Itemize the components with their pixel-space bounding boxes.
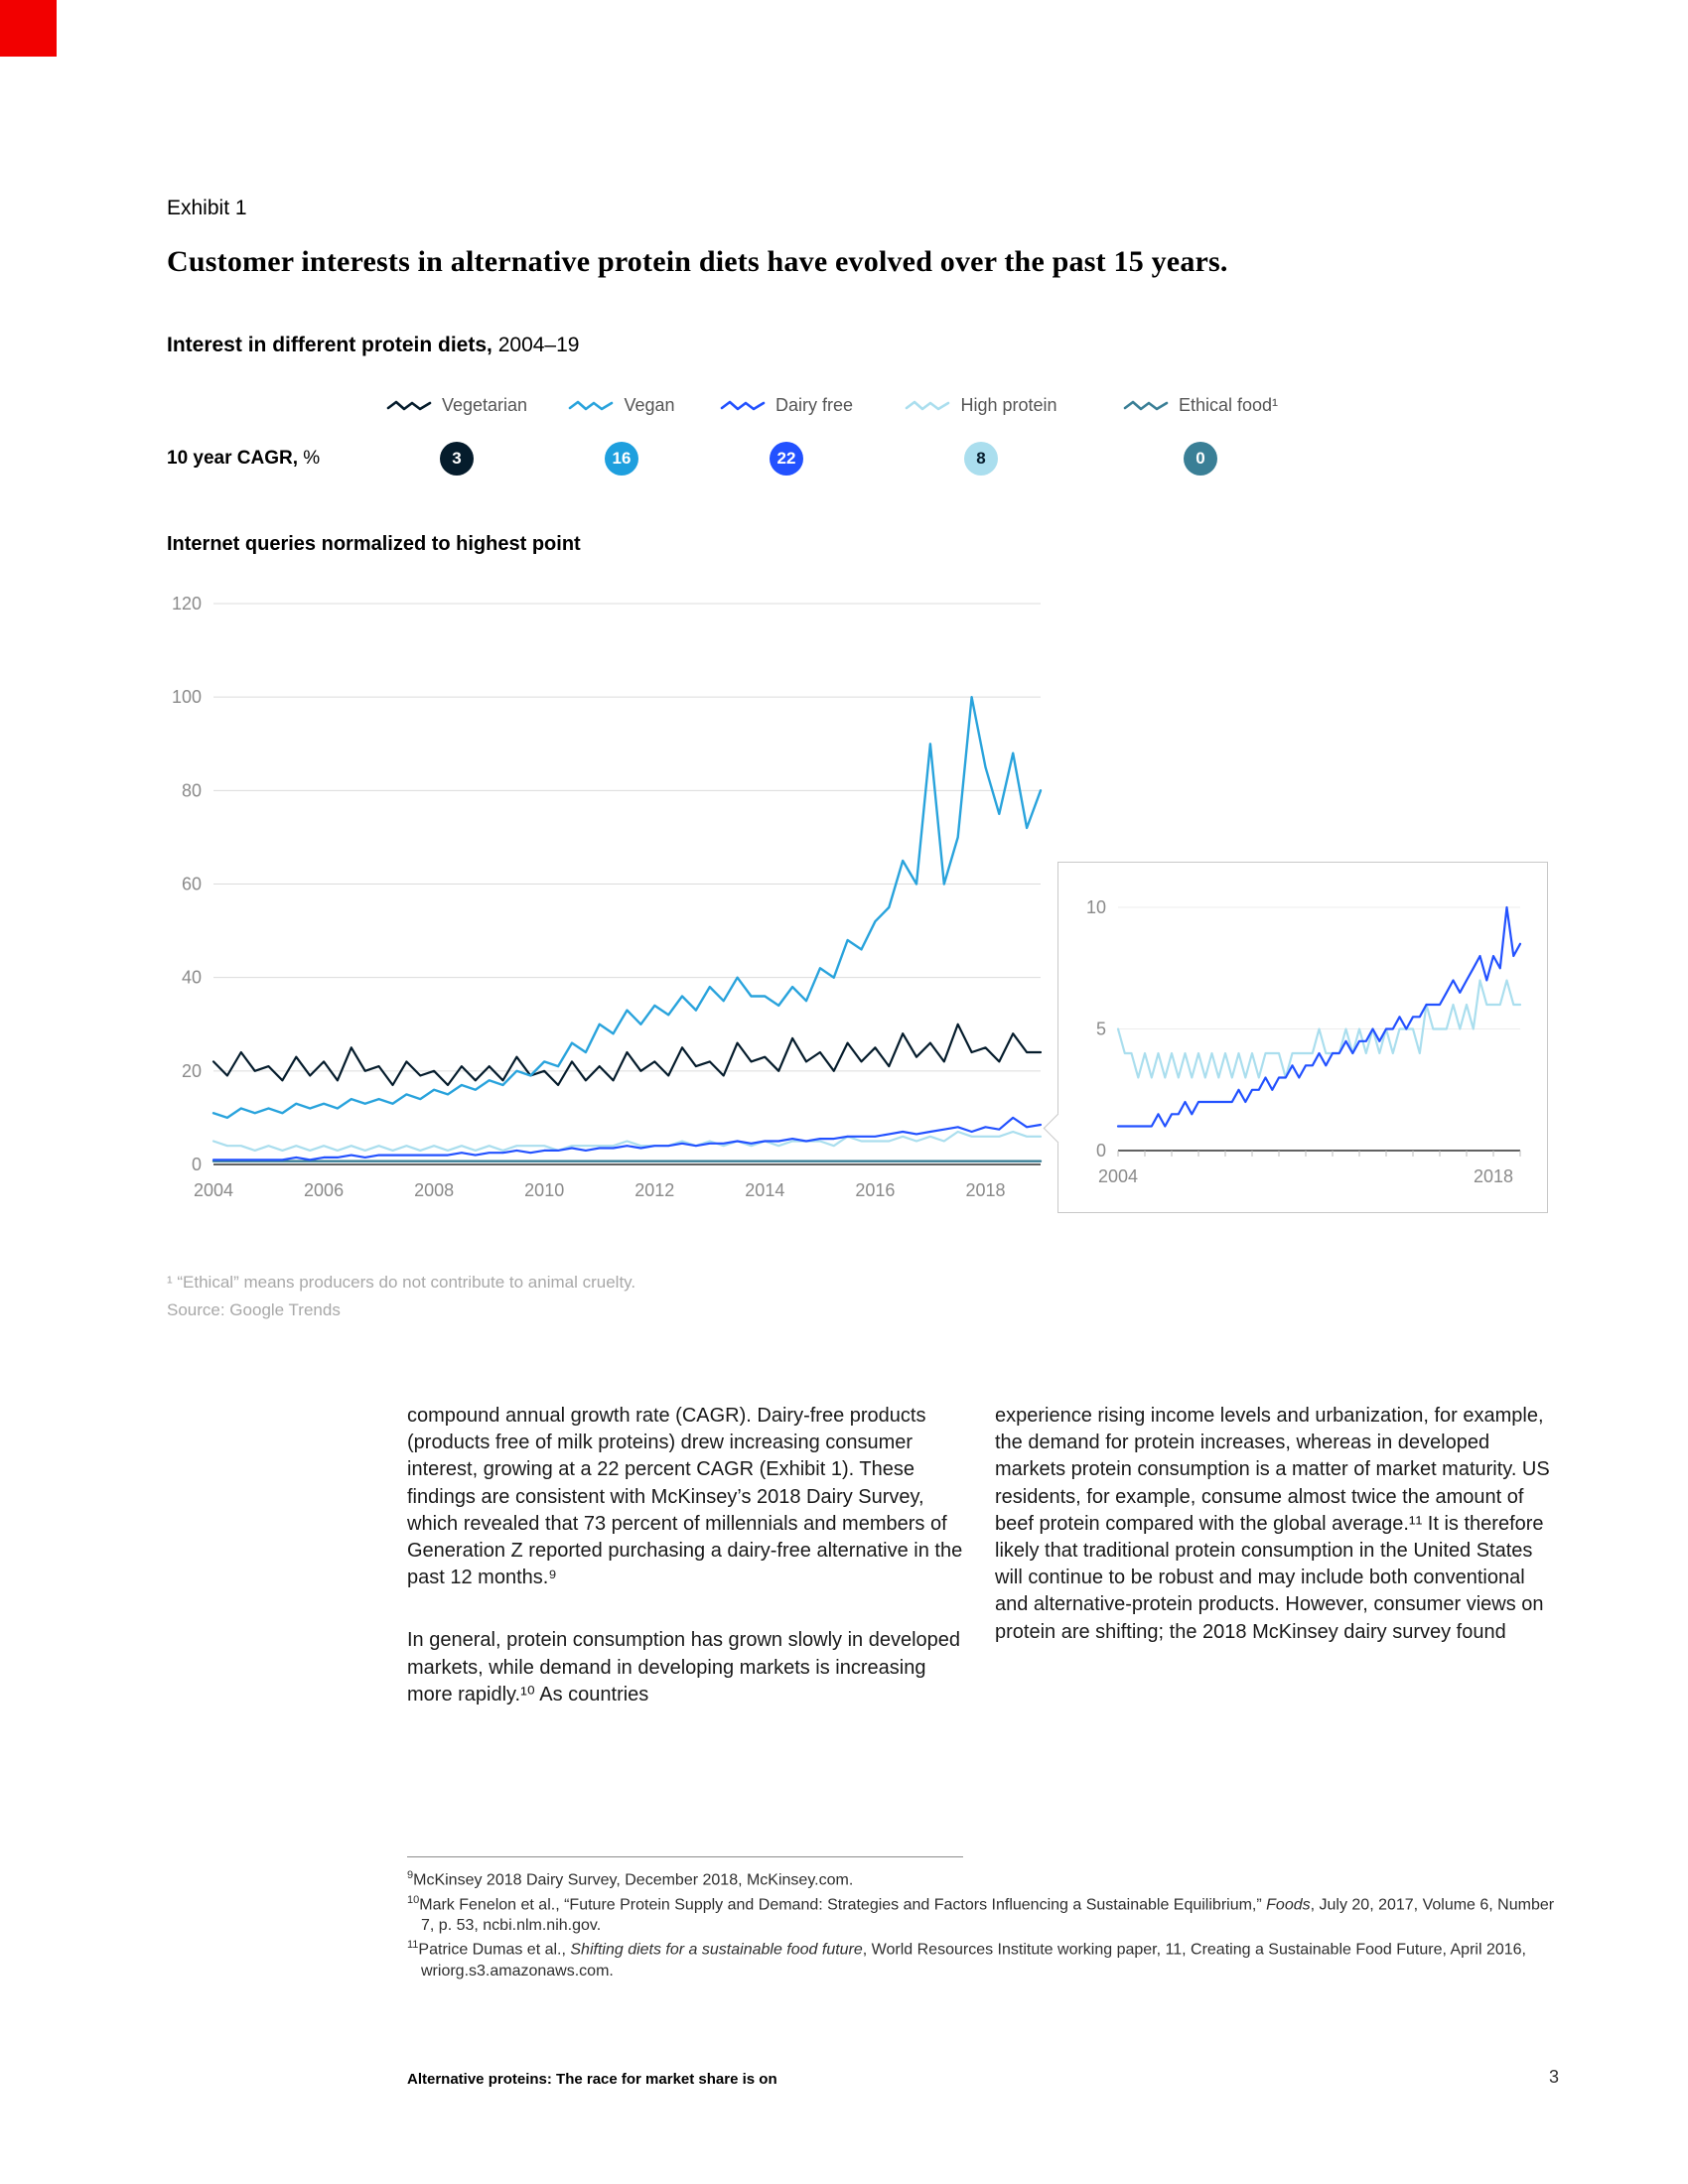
legend-label: Vegan (624, 395, 675, 415)
footnote-italic: Foods (1266, 1895, 1311, 1913)
cagr-row-label (167, 448, 348, 470)
legend-label: Dairy free (774, 395, 854, 415)
svg-text:80: 80 (181, 780, 202, 801)
svg-text:100: 100 (171, 687, 202, 708)
cagr-badge-high-protein: 8 (964, 442, 998, 476)
cagr-badge-vegetarian: 3 (440, 442, 474, 476)
svg-text:0: 0 (191, 1155, 202, 1174)
svg-text:5: 5 (1095, 1019, 1106, 1039)
ethical-food-line-icon (1123, 398, 1169, 414)
footnote-text: Mark Fenelon et al., “Future Protein Supply and Demand: Strategies and Factors Influencing a Sustainable Equilibrium,” (419, 1895, 1267, 1913)
chart-subtitle (167, 334, 579, 357)
svg-text:20: 20 (181, 1060, 202, 1081)
svg-text:2006: 2006 (304, 1180, 345, 1200)
dairy-free-line-icon (720, 398, 766, 414)
legend-label: High protein (960, 395, 1057, 415)
brand-square (0, 0, 57, 57)
footnote-number: 11 (407, 1939, 419, 1952)
body-column-right (995, 1403, 1559, 1682)
cagr-badge-vegan: 16 (605, 442, 638, 476)
footnote-divider (407, 1856, 963, 1857)
footnote-italic: Shifting diets for a sustainable food future (570, 1941, 863, 1959)
footnote-number: 10 (407, 1893, 420, 1906)
svg-text:2012: 2012 (634, 1180, 675, 1200)
vegetarian-line-icon (386, 398, 432, 414)
svg-text:2016: 2016 (855, 1180, 896, 1200)
footnote-number: 9 (407, 1869, 414, 1881)
legend-item-vegetarian (348, 395, 566, 416)
series-line-vegetarian (213, 1024, 1041, 1085)
legend-item-high-protein (896, 395, 1066, 416)
page-number: 3 (1548, 2067, 1559, 2087)
legend-and-cagr (167, 395, 1335, 476)
chart-footnotes (167, 1269, 635, 1324)
svg-text:2004: 2004 (1097, 1166, 1139, 1186)
source-line: Source: Google Trends (167, 1300, 341, 1320)
svg-text:10: 10 (1085, 897, 1106, 917)
chart-subtitle-bold: Interest in different protein diets, (167, 334, 492, 356)
svg-text:40: 40 (181, 967, 202, 988)
svg-text:0: 0 (1095, 1141, 1106, 1160)
svg-text:60: 60 (181, 874, 202, 894)
footnote-text: Patrice Dumas et al., (418, 1941, 571, 1959)
footnote-text: , July 20, 2017, Volume 6, Number 7, p. 53, ncbi.nlm.nih.gov. (421, 1895, 1555, 1935)
body-paragraph: compound annual growth rate (CAGR). Dairy-free products (products free of milk proteins) drew increasing consumer interest, growing at a 22 percent CAGR (Exhibit 1). These findings are consistent with McKinsey’s 2018 Dairy Survey, which revealed that 73 percent of millennials and members of Generation Z reported purchasing a dairy-free alternative in the past 12 months.⁹ (407, 1405, 963, 1589)
body-column-left (407, 1403, 963, 1744)
cagr-badge-ethical-food: 0 (1184, 442, 1217, 476)
legend-item-ethical-food (1066, 395, 1335, 416)
svg-text:2018: 2018 (1473, 1166, 1514, 1186)
series-line-dairy-free (213, 1118, 1041, 1160)
svg-text:2010: 2010 (524, 1180, 565, 1200)
footnote-9 (407, 1868, 1557, 1891)
svg-text:2008: 2008 (414, 1180, 455, 1200)
footnote-text: McKinsey 2018 Dairy Survey, December 2018, McKinsey.com. (413, 1871, 854, 1889)
svg-text:2004: 2004 (193, 1180, 234, 1200)
legend-item-dairy-free (677, 395, 896, 416)
vegan-line-icon (568, 398, 614, 414)
body-paragraph: experience rising income levels and urbanization, for example, the demand for protein increases, whereas in developed markets protein consumption is a matter of market maturity. US residents, for example, consume almost twice the amount of beef protein compared with the global average.¹¹ It is therefore likely that traditional protein consumption in the United States will continue to be robust and may include both conventional and alternative-protein products. However, consumer views on protein are shifting; the 2018 McKinsey dairy survey found (995, 1405, 1550, 1643)
svg-text:2018: 2018 (965, 1180, 1006, 1200)
svg-text:120: 120 (171, 594, 202, 614)
legend-label: Ethical food¹ (1178, 395, 1279, 415)
chart-subtitle-period: 2004–19 (492, 334, 580, 356)
page-footnotes (407, 1868, 1557, 1983)
page-title: Customer interests in alternative protein diets have evolved over the past 15 years. (167, 245, 1228, 278)
ethical-footnote: ¹ “Ethical” means producers do not contribute to animal cruelty. (167, 1273, 636, 1292)
zoom-inset-panel (1057, 862, 1548, 1213)
footnote-11 (407, 1938, 1557, 1981)
running-footer-title: Alternative proteins: The race for market share is on (407, 2071, 777, 2088)
exhibit-label: Exhibit 1 (167, 197, 247, 219)
chart-axis-heading: Internet queries normalized to highest point (167, 533, 581, 555)
series-line-dairy-free (1118, 907, 1520, 1127)
high-protein-line-icon (905, 398, 950, 414)
inset-zoom-chart (1058, 863, 1545, 1210)
legend-item-vegan (566, 395, 677, 416)
cagr-label-unit: % (298, 448, 321, 469)
cagr-label-bold: 10 year CAGR, (167, 448, 299, 469)
footnote-text: , World Resources Institute working paper, 11, Creating a Sustainable Food Future, April 2016, wriorg.s3.amazonaws.com. (421, 1941, 1526, 1980)
main-trend-chart (129, 574, 1062, 1224)
cagr-badge-dairy-free: 22 (770, 442, 803, 476)
legend-label: Vegetarian (441, 395, 528, 415)
footnote-10 (407, 1893, 1557, 1937)
svg-text:2014: 2014 (745, 1180, 785, 1200)
body-paragraph: In general, protein consumption has grown slowly in developed markets, while demand in developing markets is increasing more rapidly.¹⁰ As countries (407, 1629, 961, 1706)
